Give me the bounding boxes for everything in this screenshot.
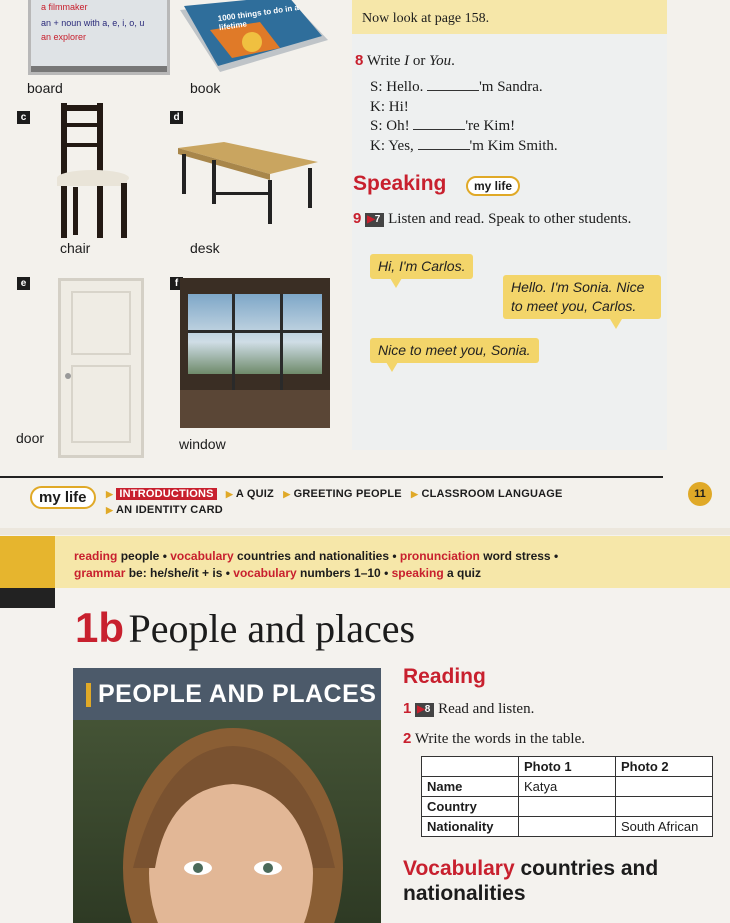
speaker: K: [370, 98, 385, 115]
table-row [422, 777, 713, 797]
door-panel [71, 291, 131, 355]
whiteboard-line: a filmmaker [41, 2, 88, 12]
window-frame [188, 330, 322, 333]
table-cell[interactable]: Katya [519, 777, 616, 797]
table-header-row [422, 757, 713, 777]
speaker: S: [370, 118, 383, 134]
whiteboard-line: an + noun with a, e, i, o, u [41, 18, 145, 28]
track-number: 8 [424, 704, 431, 715]
vocab-heading-rest: countries and nationalities [403, 857, 659, 905]
footer-item-identity[interactable]: AN IDENTITY CARD [115, 504, 223, 516]
ribbon-accent [0, 536, 55, 588]
answer-blank[interactable] [427, 90, 479, 91]
objectives-line-2 [74, 566, 481, 580]
exercise-1 [403, 700, 534, 718]
chair-illustration [55, 103, 135, 241]
whiteboard-line: an explorer [41, 32, 87, 42]
row-label: Country [422, 797, 519, 817]
table-cell[interactable] [616, 777, 713, 797]
track-number: 7 [374, 214, 381, 225]
speech-bubble: Hello. I'm Sonia. Nice to meet you, Carlos. [503, 275, 661, 319]
speaking-heading: Speaking [353, 172, 447, 195]
arrow-icon: ▶ [283, 489, 291, 499]
footer-item-greeting[interactable]: GREETING PEOPLE [293, 488, 402, 500]
caption-board: board [27, 80, 63, 96]
exercise-9 [353, 209, 653, 229]
bubble-tail [610, 319, 622, 329]
dialogue-line [370, 78, 558, 98]
door-panel [71, 365, 131, 443]
panel-heading-accent [86, 683, 91, 707]
mylife-tag [466, 176, 520, 196]
table-cell[interactable] [519, 817, 616, 837]
answer-blank[interactable] [413, 129, 465, 130]
objectives-line-1 [74, 549, 558, 563]
speech-bubble: Nice to meet you, Sonia. [370, 338, 539, 363]
arrow-icon: ▶ [106, 489, 114, 499]
bullet: • [392, 549, 400, 563]
book-cover-title: 1000 things to do in a lifetime [217, 2, 300, 33]
window-sill [180, 390, 330, 428]
dialogue-line [370, 98, 558, 118]
objective-key: speaking [391, 566, 444, 580]
window-view [188, 294, 322, 374]
line-text: Hi! [388, 98, 409, 115]
bullet: • [162, 549, 171, 563]
table-cell[interactable]: South African [616, 817, 713, 837]
vocab-heading-red: Vocabulary [403, 857, 515, 880]
objective-key: vocabulary [233, 566, 297, 580]
instruction-text: Write [366, 53, 405, 69]
table-row [422, 797, 713, 817]
answer-blank[interactable] [418, 149, 470, 150]
window-frame [280, 294, 283, 390]
exercise-number: 2 [403, 730, 412, 747]
exercise-number: 1 [403, 700, 412, 717]
audio-track-icon[interactable]: ▶7 [365, 213, 384, 227]
reading-heading: Reading [403, 665, 486, 688]
window-photo [180, 278, 330, 428]
exercise-number: 9 [353, 210, 362, 227]
objective-value: be: he/she/it + is [128, 566, 223, 580]
panel-heading: PEOPLE AND PLACES [98, 680, 377, 708]
words-table [421, 756, 713, 837]
page-title: People and places [128, 606, 416, 651]
objective-value: a quiz [447, 566, 482, 580]
line-text: Hello. [386, 79, 428, 95]
table-header [422, 757, 519, 777]
arrow-icon: ▶ [225, 489, 234, 499]
footer-mylife-pill [30, 486, 96, 509]
table-row [422, 817, 713, 837]
instruction-text: . [451, 53, 455, 69]
bullet: • [225, 566, 234, 580]
caption-desk: desk [190, 240, 220, 256]
line-text: 'm Kim Smith. [469, 137, 558, 154]
speaker: K: [370, 137, 385, 154]
table-header: Photo 2 [616, 757, 713, 777]
ribbon-dark-tab [0, 588, 55, 608]
caption-window: window [179, 436, 226, 452]
bubble-tail [386, 362, 398, 372]
bubble-tail [390, 278, 402, 288]
dialogue-line [370, 117, 558, 137]
photo-letter-e: e [17, 277, 30, 290]
exercise-number: 8 [355, 52, 364, 69]
bullet: • [384, 566, 392, 580]
board-photo [28, 0, 170, 75]
table-header: Photo 1 [519, 757, 616, 777]
dialogue [370, 78, 558, 156]
line-text: Yes, [388, 137, 418, 154]
audio-track-icon[interactable]: ▶8 [415, 703, 434, 717]
exercise-2 [403, 730, 585, 748]
unit-number: 1b [75, 604, 125, 651]
instruction-i: I [404, 53, 410, 69]
speech-bubble: Hi, I'm Carlos. [370, 254, 473, 279]
book-photo [180, 0, 328, 72]
photo-letter-f: f [170, 277, 183, 290]
door-knob [65, 373, 71, 379]
line-text: 're Kim! [465, 118, 516, 134]
line-text: 'm Sandra. [479, 79, 543, 95]
desk-illustration [172, 140, 322, 226]
objective-value: people [120, 549, 160, 563]
arrow-icon: ▶ [106, 505, 114, 515]
footer-item-quiz[interactable]: A QUIZ [235, 488, 274, 500]
instruction-you: You [429, 53, 452, 69]
caption-chair: chair [60, 240, 91, 256]
row-label: Nationality [422, 817, 519, 837]
door-photo [58, 278, 144, 458]
objective-value: numbers 1–10 [300, 566, 381, 580]
mylife-tag-label: my life [474, 179, 513, 193]
bullet: • [553, 549, 559, 563]
objective-value: word stress [483, 549, 551, 563]
objective-value: countries and nationalities [236, 549, 389, 563]
footer-rule [0, 476, 663, 478]
objective-key: vocabulary [170, 549, 234, 563]
now-look-text: Now look at page 158. [362, 11, 490, 26]
objective-key: pronunciation [399, 549, 480, 563]
unit-title [75, 604, 415, 652]
table-cell[interactable] [616, 797, 713, 817]
footer-item-classroom[interactable]: CLASSROOM LANGUAGE [421, 488, 563, 500]
caption-book: book [190, 80, 221, 96]
dialogue-line [370, 137, 558, 157]
arrow-icon: ▶ [411, 489, 419, 499]
page-number: 11 [688, 482, 712, 506]
footer-nav [106, 486, 563, 518]
vocabulary-heading [403, 856, 703, 906]
instruction-text: or [409, 53, 430, 69]
footer-mylife-label: my life [39, 489, 87, 506]
marker-tray [31, 66, 167, 72]
exercise-text: Listen and read. Speak to other students. [388, 211, 632, 227]
exercise-8-instruction [355, 52, 455, 70]
footer-item-introductions[interactable]: INTRODUCTIONS [116, 488, 216, 500]
speaker: S: [370, 79, 383, 95]
exercise-text: Read and listen. [438, 701, 535, 717]
window-frame [232, 294, 235, 390]
objective-key: grammar [74, 566, 126, 580]
exercise-text: Write the words in the table. [414, 731, 586, 747]
photo-letter-c: c [17, 111, 30, 124]
caption-door: door [16, 430, 45, 446]
line-text: Oh! [386, 118, 414, 134]
table-cell[interactable] [519, 797, 616, 817]
photo-letter-d: d [170, 111, 183, 124]
objective-key: reading [74, 549, 118, 563]
row-label: Name [422, 777, 519, 797]
